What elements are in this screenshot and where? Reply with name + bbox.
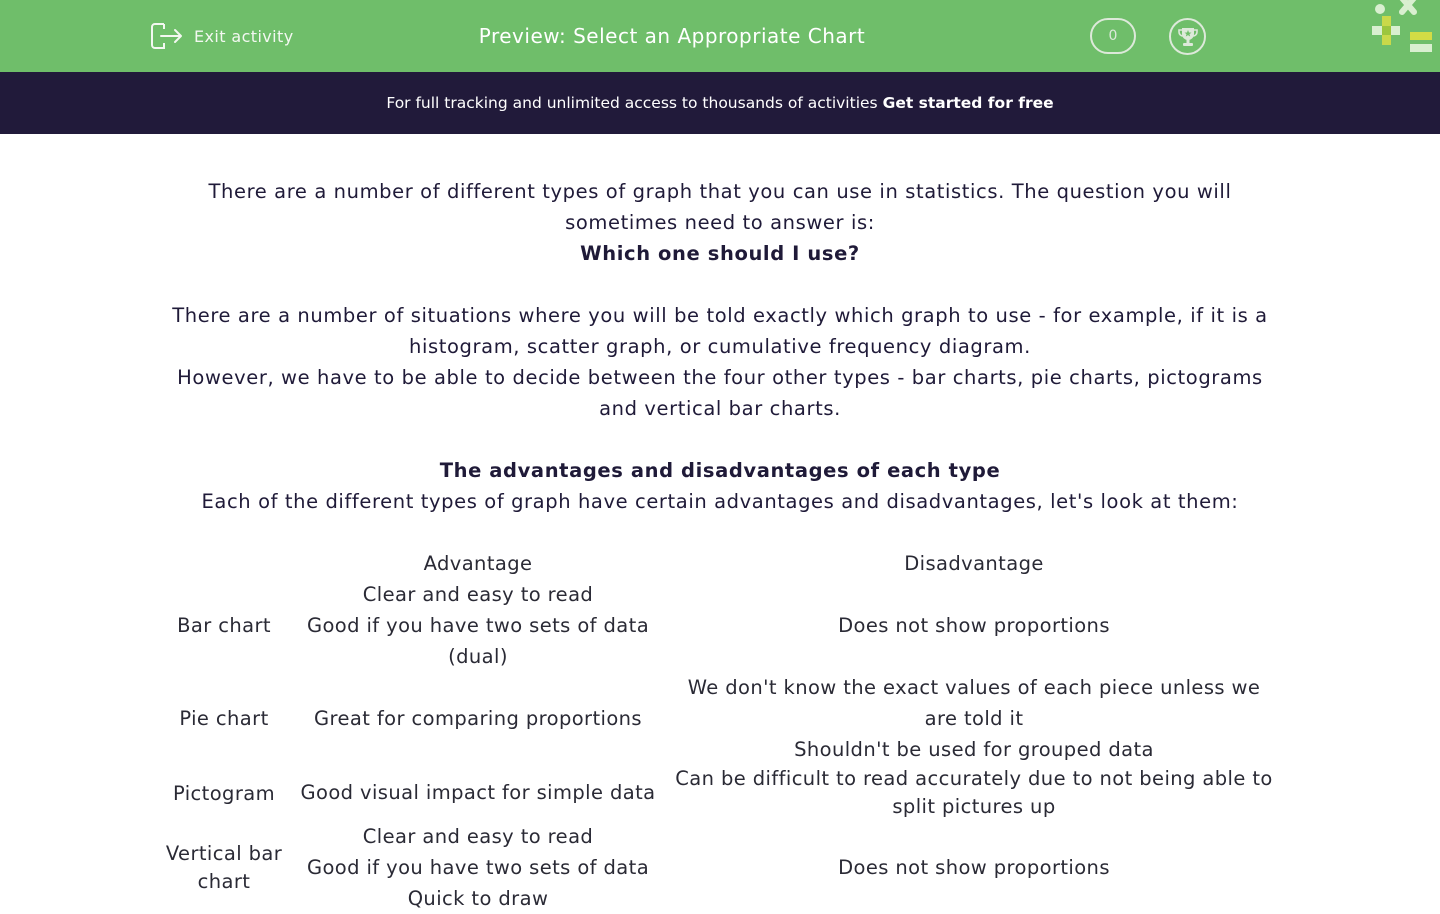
lesson-content bbox=[160, 176, 1280, 517]
table-row bbox=[160, 579, 1280, 672]
header-advantage: Advantage bbox=[423, 552, 533, 575]
table-row bbox=[160, 821, 1280, 914]
brand-logo-icon bbox=[1366, 0, 1440, 56]
advantage-item: Clear and easy to read bbox=[362, 825, 594, 848]
table-header-row bbox=[160, 548, 1280, 579]
row-type: Bar chart bbox=[177, 614, 271, 637]
section-title: The advantages and disadvantages of each type bbox=[439, 459, 1001, 482]
advantages-cell bbox=[288, 821, 668, 914]
page-title: Preview: Select an Appropriate Chart bbox=[478, 24, 866, 48]
advantage-item: Good if you have two sets of data bbox=[306, 856, 650, 879]
advantage-item: Clear and easy to read bbox=[362, 583, 594, 606]
row-type: Pictogram bbox=[173, 781, 275, 805]
advantage-item: Good if you have two sets of data (dual) bbox=[306, 614, 650, 668]
promo-banner bbox=[0, 72, 1440, 134]
table-row bbox=[160, 765, 1280, 821]
question-text: Which one should I use? bbox=[580, 242, 860, 265]
top-bar bbox=[0, 0, 1440, 72]
advantages-table bbox=[160, 548, 1280, 914]
advantage-item: Good visual impact for simple data bbox=[300, 781, 656, 804]
disadvantage-item: Does not show proportions bbox=[838, 614, 1110, 637]
score-badge: 0 bbox=[1090, 18, 1136, 54]
disadvantages-cell bbox=[668, 672, 1280, 765]
table-row bbox=[160, 672, 1280, 765]
header-type bbox=[160, 548, 288, 579]
advantage-item: Quick to draw bbox=[407, 887, 549, 910]
situations-text: There are a number of situations where you will be told exactly which graph to use - for example, if it is a histogram, scatter graph, or cumulative frequency diagram. bbox=[172, 304, 1268, 358]
advantages-cell bbox=[288, 765, 668, 821]
disadvantages-cell bbox=[668, 821, 1280, 914]
trophy-icon bbox=[1177, 26, 1199, 48]
disadvantages-cell bbox=[668, 579, 1280, 672]
disadvantage-item: Does not show proportions bbox=[838, 856, 1110, 879]
four-types-text: However, we have to be able to decide between the four other types - bar charts, pie charts, pictograms and vertical bar charts. bbox=[177, 366, 1263, 420]
header-disadvantage: Disadvantage bbox=[904, 552, 1044, 575]
get-started-link[interactable]: Get started for free bbox=[882, 94, 1054, 112]
exit-activity-label: Exit activity bbox=[194, 26, 294, 46]
trophy-button[interactable] bbox=[1169, 18, 1206, 55]
row-type: Vertical bar chart bbox=[165, 841, 283, 893]
disadvantage-item: Shouldn't be used for grouped data bbox=[794, 738, 1154, 761]
intro-text: There are a number of different types of graph that you can use in statistics. The question you will sometimes need to answer is: bbox=[208, 180, 1232, 234]
section-intro: Each of the different types of graph have certain advantages and disadvantages, let's look at them: bbox=[201, 490, 1239, 513]
row-type: Pie chart bbox=[179, 707, 269, 730]
advantage-item: Great for comparing proportions bbox=[314, 707, 642, 730]
promo-text: For full tracking and unlimited access to thousands of activities bbox=[386, 94, 878, 112]
disadvantage-item: We don't know the exact values of each piece unless we are told it bbox=[687, 676, 1261, 730]
advantages-cell bbox=[288, 672, 668, 765]
disadvantages-cell bbox=[668, 765, 1280, 821]
advantages-cell bbox=[288, 579, 668, 672]
disadvantage-item: Can be difficult to read accurately due to not being able to split pictures up bbox=[675, 767, 1273, 818]
